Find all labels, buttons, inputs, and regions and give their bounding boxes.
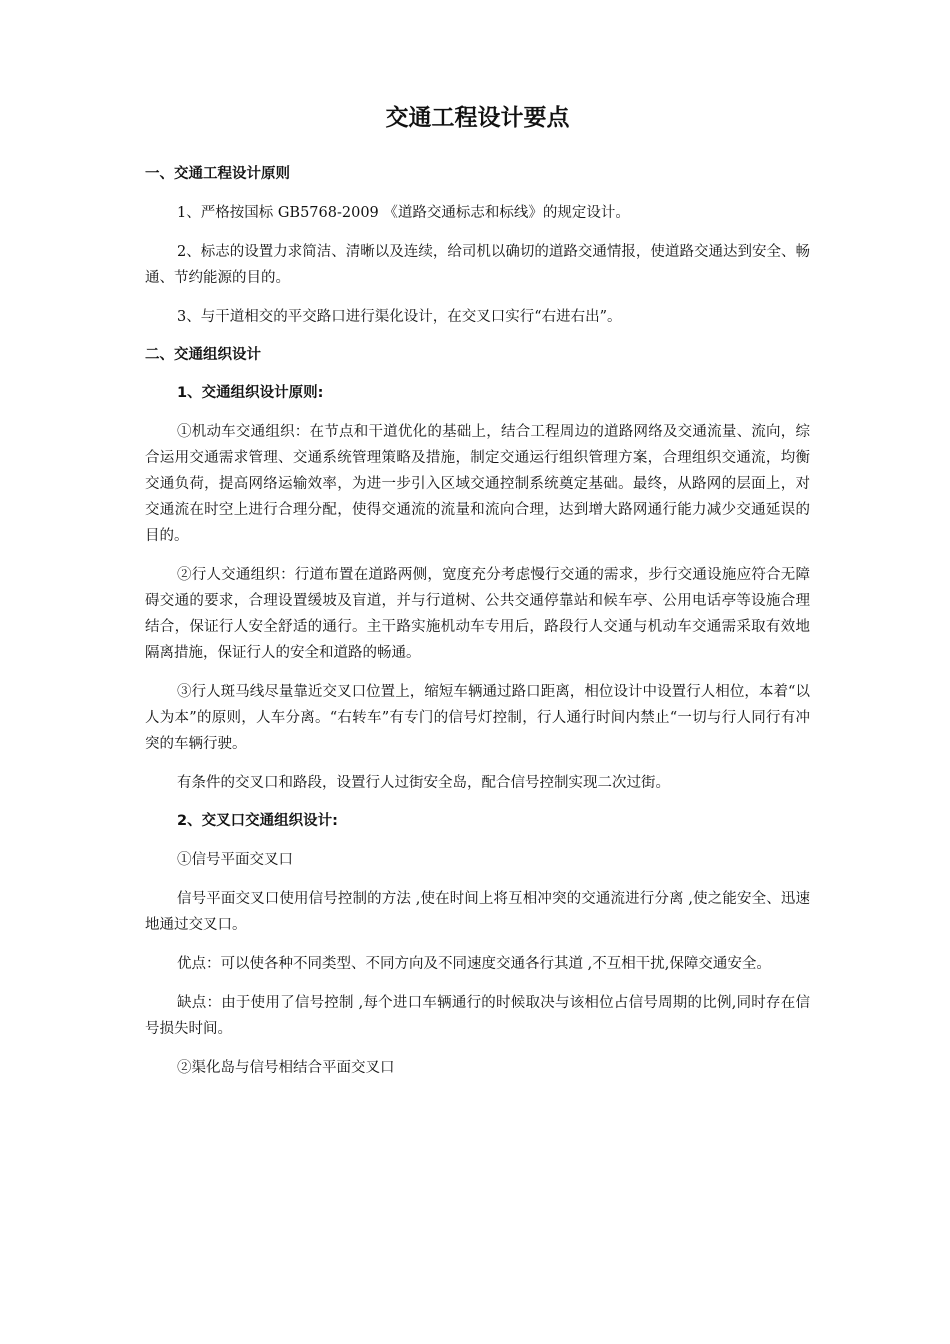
section-heading-principles: 一、交通工程设计原则 — [145, 166, 290, 182]
section-heading-organization: 二、交通组织设计 — [145, 347, 261, 363]
document-title: 交通工程设计要点 — [385, 105, 570, 131]
paragraph-crosswalk: ③行人斑马线尽量靠近交叉口位置上，缩短车辆通过路口距离，相位设计中设置行人相位，本着“以人为本”的原则，人车分离。“右转车”有专门的信号灯控制，行人通行时间内禁止“一切与行人同行有冲突的车辆行驶。 — [145, 684, 810, 752]
document-page — [145, 100, 810, 1094]
subheading-organization-principles: 1、交通组织设计原则: — [177, 385, 324, 401]
paragraph-pedestrian-traffic: ②行人交通组织：行道布置在道路两侧，宽度充分考虑慢行交通的需求，步行交通设施应符合无障碍交通的要求，合理设置缓坡及盲道，并与行道树、公共交通停靠站和候车亭、公用电话亭等设施合理结合，保证行人安全舒适的通行。主干路实施机动车专用后，路段行人交通与机动车交通需采取有效地隔离措施，保证行人的安全和道路的畅通。 — [145, 567, 810, 661]
principle-item-1: 1、严格按国标 GB5768-2009 《道路交通标志和标线》的规定设计。 — [177, 205, 630, 221]
paragraph-signal-intersection-title: ①信号平面交叉口 — [177, 852, 293, 868]
paragraph-channelized-intersection: ②渠化岛与信号相结合平面交叉口 — [177, 1060, 395, 1076]
paragraph-motor-traffic: ①机动车交通组织：在节点和干道优化的基础上，结合工程周边的道路网络及交通流量、流向，综合运用交通需求管理、交通系统管理策略及措施，制定交通运行组织管理方案，合理组织交通流，均衡交通负荷，提高网络运输效率，为进一步引入区域交通控制系统奠定基础。最终，从路网的层面上，对交通流在时空上进行合理分配，使得交通流的流量和流向合理，达到增大路网通行能力减少交通延误的目的。 — [145, 424, 810, 544]
paragraph-signal-intersection-desc: 信号平面交叉口使用信号控制的方法 ,使在时间上将互相冲突的交通流进行分离 ,使之能安全、迅速地通过交叉口。 — [145, 891, 810, 933]
principle-item-2: 2、标志的设置力求简洁、清晰以及连续，给司机以确切的道路交通情报，使道路交通达到安全、畅通、节约能源的目的。 — [145, 244, 810, 286]
subheading-intersection: 2、交叉口交通组织设计: — [177, 813, 338, 829]
paragraph-disadvantages: 缺点：由于使用了信号控制 ,每个进口车辆通行的时候取决与该相位占信号周期的比例,同时存在信号损失时间。 — [145, 995, 810, 1037]
paragraph-safety-island: 有条件的交叉口和路段，设置行人过街安全岛，配合信号控制实现二次过街。 — [177, 775, 670, 791]
paragraph-advantages: 优点：可以使各种不同类型、不同方向及不同速度交通各行其道 ,不互相干扰,保障交通安全。 — [177, 956, 771, 972]
principle-item-3: 3、与干道相交的平交路口进行渠化设计，在交叉口实行“右进右出”。 — [177, 309, 622, 325]
